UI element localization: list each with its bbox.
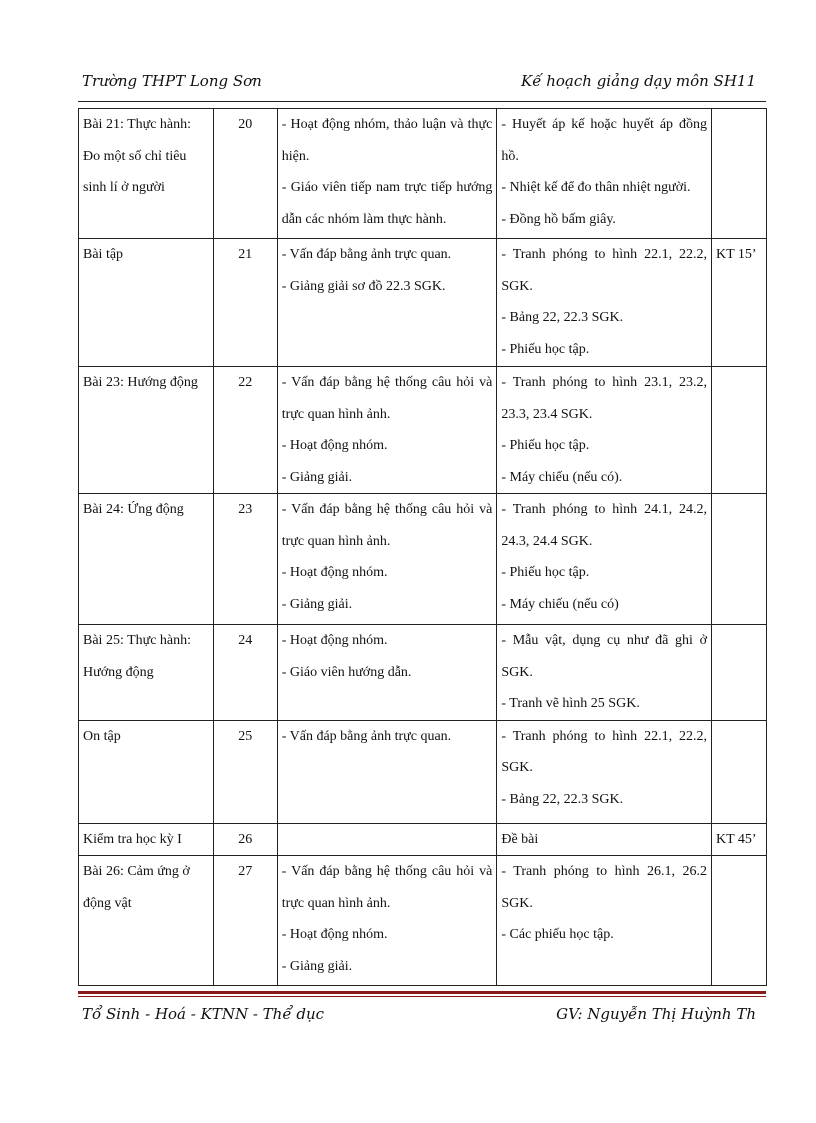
lesson-name-cell: Bài 23: Hướng động	[79, 367, 214, 494]
teaching-aids-cell-line: - Tranh phóng to hình 22.1, 22.2, SGK.	[501, 247, 708, 294]
table-row	[79, 494, 767, 625]
teaching-aids-cell-line: Đề bài	[501, 831, 539, 847]
teaching-method-cell-line: - Giảng giải.	[281, 596, 353, 612]
teaching-aids-cell-line: - Tranh phóng to hình 26.1, 26.2 SGK.	[501, 864, 708, 911]
lesson-name-cell: On tập	[79, 720, 214, 823]
teaching-aids-cell-line: - Đồng hồ bấm giây.	[501, 211, 616, 227]
teaching-aids-cell	[497, 109, 712, 239]
teaching-method-cell	[277, 109, 497, 239]
teaching-aids-cell-line: - Máy chiếu (nếu có)	[501, 596, 619, 612]
teaching-method-cell-line: - Giảng giải sơ đồ 22.3 SGK.	[281, 278, 446, 294]
teaching-method-cell	[277, 494, 497, 625]
teaching-method-cell-line: - Vấn đáp bằng ảnh trực quan.	[281, 728, 452, 744]
teaching-aids-cell-line: - Phiếu học tập.	[501, 341, 590, 357]
note-cell	[712, 109, 767, 239]
table-row	[79, 625, 767, 721]
teaching-method-cell-line: - Vấn đáp bằng ảnh trực quan.	[281, 247, 452, 262]
teaching-method-cell	[277, 367, 497, 494]
table-row	[79, 823, 767, 856]
teaching-method-cell-line: - Giảng giải.	[281, 958, 353, 974]
teaching-method-cell-line: - Hoạt động nhóm.	[281, 565, 388, 580]
header-school: Trường THPT Long Sơn	[82, 72, 262, 90]
header-divider	[78, 101, 766, 102]
table-row	[79, 367, 767, 494]
table-row	[79, 109, 767, 239]
teaching-aids-cell-line: - Tranh phóng to hình 23.1, 23.2, 23.3, 23.4 SGK.	[501, 375, 708, 422]
lesson-name-cell: Kiểm tra học kỳ I	[79, 823, 214, 856]
teaching-aids-cell-line: - Máy chiếu (nếu có).	[501, 469, 623, 485]
period-number-cell: 26	[213, 823, 277, 856]
period-number-cell: 24	[213, 625, 277, 721]
teaching-method-cell-line: - Giáo viên hướng dẫn.	[281, 664, 412, 680]
footer-divider-thin	[78, 996, 766, 997]
lesson-name-cell: Bài 21: Thực hành: Đo một số chỉ tiêu sinh lí ở người	[79, 109, 214, 239]
teaching-method-cell-line: - Hoạt động nhóm.	[281, 438, 388, 453]
header-plan-title: Kế hoạch giảng dạy môn SH11	[521, 72, 756, 90]
lesson-name-cell: Bài tập	[79, 239, 214, 367]
period-number-cell: 21	[213, 239, 277, 367]
teaching-aids-cell	[497, 494, 712, 625]
teaching-method-cell-line: - Giáo viên tiếp nam trực tiếp hướng dẫn các nhóm làm thực hành.	[281, 180, 493, 227]
teaching-method-cell	[277, 239, 497, 367]
teaching-aids-cell-line: - Huyết áp kế hoặc huyết áp đồng hồ.	[501, 117, 708, 164]
teaching-method-cell-line: - Hoạt động nhóm.	[281, 633, 388, 648]
period-number-cell: 23	[213, 494, 277, 625]
lesson-name-cell: Bài 25: Thực hành: Hướng động	[79, 625, 214, 721]
teaching-aids-cell	[497, 625, 712, 721]
table-row	[79, 856, 767, 986]
teaching-aids-cell-line: - Bảng 22, 22.3 SGK.	[501, 791, 624, 807]
teaching-aids-cell	[497, 720, 712, 823]
period-number-cell: 25	[213, 720, 277, 823]
teaching-aids-cell	[497, 823, 712, 856]
period-number-cell: 20	[213, 109, 277, 239]
teaching-aids-cell-line: - Tranh phóng to hình 24.1, 24.2, 24.3, 24.4 SGK.	[501, 502, 708, 549]
teaching-aids-cell-line: - Tranh phóng to hình 22.1, 22.2, SGK.	[501, 728, 708, 775]
note-cell	[712, 856, 767, 986]
teaching-method-cell	[277, 856, 497, 986]
note-cell	[712, 720, 767, 823]
note-cell	[712, 625, 767, 721]
period-number-cell: 22	[213, 367, 277, 494]
note-cell	[712, 494, 767, 625]
footer-department: Tổ Sinh - Hoá - KTNN - Thể dục	[82, 1005, 324, 1023]
teaching-method-cell-line: - Vấn đáp bằng hệ thống câu hỏi và trực quan hình ảnh.	[281, 502, 493, 549]
footer-divider-thick	[78, 991, 766, 994]
teaching-method-cell-line: - Vấn đáp bằng hệ thống câu hỏi và trực quan hình ảnh.	[281, 864, 493, 911]
teaching-method-cell	[277, 823, 497, 856]
note-cell: KT 15’	[712, 239, 767, 367]
teaching-aids-cell	[497, 239, 712, 367]
note-cell: KT 45’	[712, 823, 767, 856]
teaching-method-cell-line: - Vấn đáp bằng hệ thống câu hỏi và trực quan hình ảnh.	[281, 375, 493, 422]
footer-teacher: GV: Nguyễn Thị Huỳnh Th	[556, 1005, 756, 1023]
teaching-aids-cell-line: - Bảng 22, 22.3 SGK.	[501, 310, 624, 325]
teaching-aids-cell-line: - Phiếu học tập.	[501, 565, 590, 580]
table-row	[79, 720, 767, 823]
teaching-aids-cell-line: - Các phiếu học tập.	[501, 927, 614, 942]
lesson-name-cell: Bài 26: Cảm ứng ở động vật	[79, 856, 214, 986]
lesson-plan-body	[79, 109, 767, 986]
period-number-cell: 27	[213, 856, 277, 986]
teaching-aids-cell-line: - Phiếu học tập.	[501, 438, 590, 453]
teaching-aids-cell	[497, 367, 712, 494]
note-cell	[712, 367, 767, 494]
lesson-name-cell: Bài 24: Ứng động	[79, 494, 214, 625]
teaching-method-cell-line: - Hoạt động nhóm.	[281, 927, 388, 942]
teaching-aids-cell-line: - Nhiệt kế để đo thân nhiệt người.	[501, 180, 691, 195]
teaching-aids-cell	[497, 856, 712, 986]
teaching-method-cell	[277, 720, 497, 823]
teaching-aids-cell-line: - Mẫu vật, dụng cụ như đã ghi ở SGK.	[501, 633, 708, 680]
table-row	[79, 239, 767, 367]
teaching-method-cell-line: - Hoạt động nhóm, thảo luận và thực hiện.	[281, 117, 493, 164]
lesson-plan-table	[78, 108, 767, 986]
teaching-method-cell-line: - Giảng giải.	[281, 469, 353, 485]
teaching-aids-cell-line: - Tranh vẽ hình 25 SGK.	[501, 696, 640, 711]
teaching-method-cell	[277, 625, 497, 721]
